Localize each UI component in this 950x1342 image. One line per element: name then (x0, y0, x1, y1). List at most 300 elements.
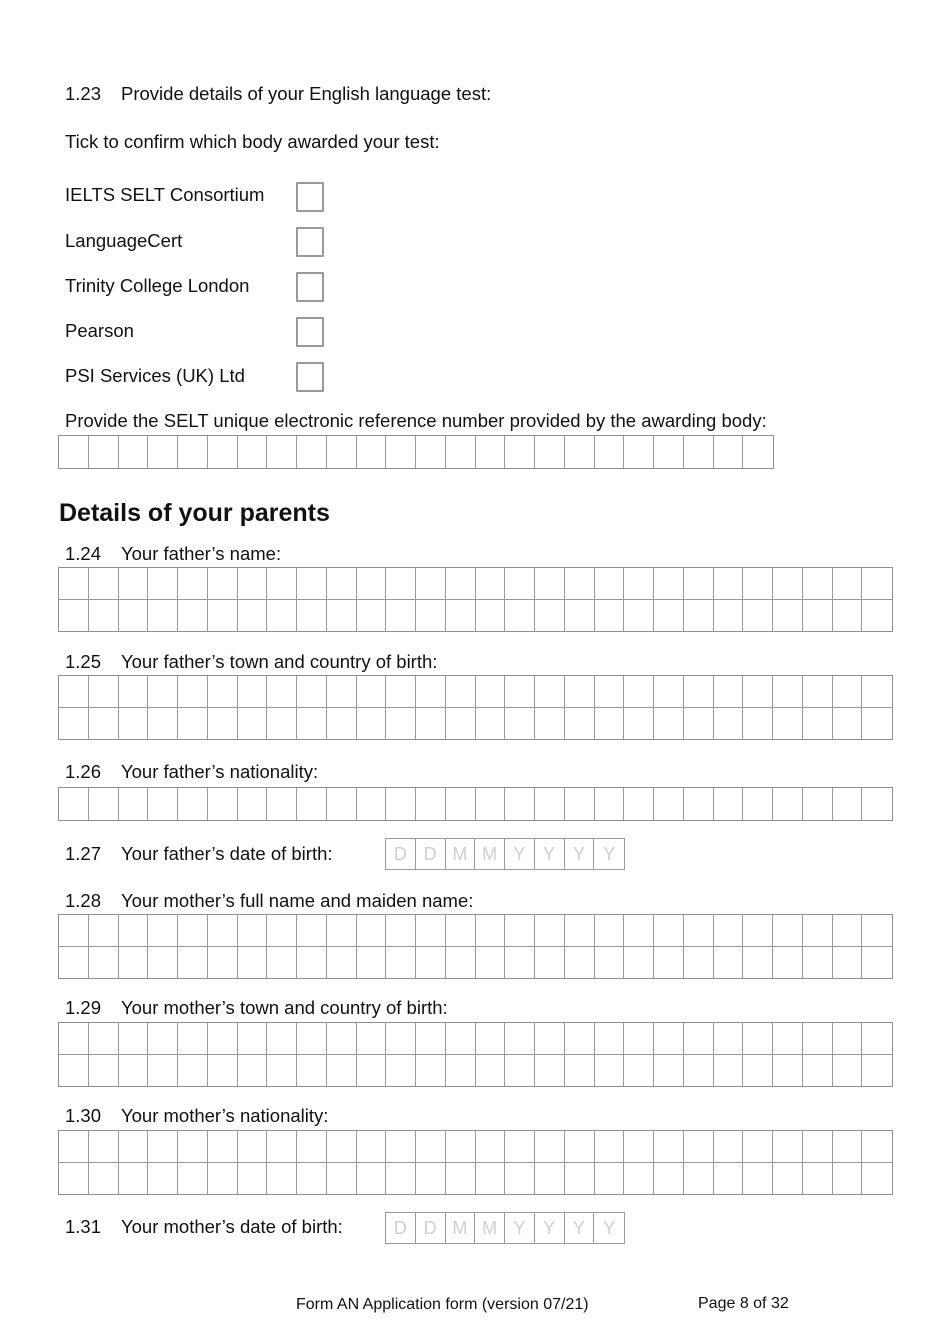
character-box[interactable] (476, 708, 506, 740)
character-box[interactable] (565, 947, 595, 979)
character-box[interactable] (773, 568, 803, 600)
date-digit-box[interactable]: M (475, 839, 505, 869)
character-box[interactable] (505, 788, 535, 820)
character-box[interactable] (654, 1055, 684, 1087)
character-box[interactable] (565, 436, 595, 468)
character-box[interactable] (119, 436, 149, 468)
character-box[interactable] (833, 1163, 863, 1195)
date-digit-box[interactable]: M (446, 839, 476, 869)
character-box[interactable] (862, 1131, 892, 1163)
character-box[interactable] (684, 676, 714, 708)
character-box[interactable] (119, 915, 149, 947)
character-box[interactable] (833, 1023, 863, 1055)
character-box[interactable] (862, 568, 892, 600)
character-box[interactable] (267, 676, 297, 708)
character-box[interactable] (714, 1023, 744, 1055)
character-box[interactable] (89, 1055, 119, 1087)
character-box[interactable] (208, 568, 238, 600)
character-box[interactable] (446, 1023, 476, 1055)
character-box[interactable] (565, 788, 595, 820)
character-box[interactable] (743, 436, 773, 468)
character-box[interactable] (595, 788, 625, 820)
character-box[interactable] (535, 1163, 565, 1195)
character-box[interactable] (357, 1163, 387, 1195)
character-box[interactable] (148, 676, 178, 708)
character-box[interactable] (624, 1163, 654, 1195)
date-digit-box[interactable]: Y (603, 843, 616, 864)
character-box[interactable] (476, 1055, 506, 1087)
date-digit-box[interactable]: D (386, 839, 416, 869)
character-box[interactable] (684, 708, 714, 740)
character-box[interactable] (297, 568, 327, 600)
character-box[interactable] (773, 1163, 803, 1195)
character-box[interactable] (624, 947, 654, 979)
character-box[interactable] (595, 600, 625, 632)
character-box[interactable] (684, 947, 714, 979)
character-box[interactable] (535, 436, 565, 468)
character-box[interactable] (386, 915, 416, 947)
character-box[interactable] (803, 708, 833, 740)
character-box[interactable] (327, 676, 357, 708)
character-box[interactable] (267, 947, 297, 979)
character-box[interactable] (386, 1055, 416, 1087)
character-box[interactable] (624, 1055, 654, 1087)
character-box[interactable] (327, 1055, 357, 1087)
character-box[interactable] (862, 788, 892, 820)
character-box[interactable] (267, 708, 297, 740)
character-box[interactable] (476, 436, 506, 468)
character-box[interactable] (297, 947, 327, 979)
character-box[interactable] (743, 947, 773, 979)
character-box[interactable] (297, 1163, 327, 1195)
character-box[interactable] (505, 568, 535, 600)
mother-birthplace-input[interactable] (58, 1022, 893, 1087)
character-box[interactable] (862, 600, 892, 632)
character-box[interactable] (416, 568, 446, 600)
character-box[interactable] (238, 436, 268, 468)
character-box[interactable] (833, 947, 863, 979)
character-box[interactable] (178, 915, 208, 947)
date-digit-box[interactable]: D (386, 1213, 416, 1243)
character-box[interactable] (357, 1023, 387, 1055)
character-box[interactable] (59, 600, 89, 632)
character-box[interactable] (416, 600, 446, 632)
character-box[interactable] (565, 915, 595, 947)
character-box[interactable] (743, 915, 773, 947)
character-box[interactable] (327, 1163, 357, 1195)
character-box[interactable] (119, 947, 149, 979)
character-box[interactable] (803, 788, 833, 820)
date-digit-box[interactable]: Y (505, 839, 535, 869)
character-box[interactable] (267, 1055, 297, 1087)
character-box[interactable] (803, 676, 833, 708)
character-box[interactable] (654, 1131, 684, 1163)
character-box[interactable] (654, 788, 684, 820)
character-box[interactable] (624, 788, 654, 820)
character-box[interactable] (862, 1055, 892, 1087)
character-box[interactable] (535, 676, 565, 708)
character-box[interactable] (714, 1055, 744, 1087)
character-box[interactable] (59, 676, 89, 708)
character-box[interactable] (357, 947, 387, 979)
father-name-input[interactable] (58, 567, 893, 632)
mother-name-input[interactable] (58, 914, 893, 979)
character-box[interactable] (565, 676, 595, 708)
character-box[interactable] (803, 1055, 833, 1087)
character-box[interactable] (476, 600, 506, 632)
character-box[interactable] (267, 1163, 297, 1195)
character-box[interactable] (89, 1163, 119, 1195)
date-digit-box[interactable]: M (475, 1213, 505, 1243)
character-box[interactable] (327, 915, 357, 947)
character-box[interactable] (773, 1023, 803, 1055)
character-box[interactable] (148, 1055, 178, 1087)
character-box[interactable] (684, 568, 714, 600)
character-box[interactable] (327, 947, 357, 979)
character-box[interactable] (416, 1023, 446, 1055)
character-box[interactable] (595, 947, 625, 979)
character-box[interactable] (446, 947, 476, 979)
character-box[interactable] (148, 436, 178, 468)
character-box[interactable] (297, 1131, 327, 1163)
character-box[interactable] (684, 1163, 714, 1195)
character-box[interactable] (595, 915, 625, 947)
character-box[interactable] (119, 1131, 149, 1163)
character-box[interactable] (267, 1023, 297, 1055)
character-box[interactable] (208, 947, 238, 979)
character-box[interactable] (624, 1131, 654, 1163)
character-box[interactable] (476, 1131, 506, 1163)
character-box[interactable] (416, 1131, 446, 1163)
character-box[interactable] (684, 915, 714, 947)
character-box[interactable] (743, 1055, 773, 1087)
character-box[interactable] (654, 1163, 684, 1195)
character-box[interactable] (803, 1131, 833, 1163)
character-box[interactable] (714, 436, 744, 468)
character-box[interactable] (476, 1023, 506, 1055)
character-box[interactable] (59, 788, 89, 820)
character-box[interactable] (535, 708, 565, 740)
character-box[interactable] (178, 676, 208, 708)
character-box[interactable] (535, 568, 565, 600)
character-box[interactable] (535, 915, 565, 947)
character-box[interactable] (714, 1131, 744, 1163)
character-box[interactable] (535, 947, 565, 979)
character-box[interactable] (89, 788, 119, 820)
character-box[interactable] (148, 1163, 178, 1195)
character-box[interactable] (595, 436, 625, 468)
character-box[interactable] (505, 915, 535, 947)
character-box[interactable] (119, 600, 149, 632)
mother-dob-input[interactable] (385, 1212, 625, 1244)
character-box[interactable] (862, 1163, 892, 1195)
character-box[interactable] (297, 788, 327, 820)
character-box[interactable] (148, 568, 178, 600)
character-box[interactable] (178, 1055, 208, 1087)
character-box[interactable] (446, 1055, 476, 1087)
character-box[interactable] (803, 1163, 833, 1195)
character-box[interactable] (684, 600, 714, 632)
character-box[interactable] (624, 676, 654, 708)
character-box[interactable] (148, 708, 178, 740)
character-box[interactable] (535, 1131, 565, 1163)
character-box[interactable] (208, 436, 238, 468)
character-box[interactable] (119, 788, 149, 820)
character-box[interactable] (386, 788, 416, 820)
character-box[interactable] (714, 915, 744, 947)
character-box[interactable] (833, 600, 863, 632)
character-box[interactable] (386, 568, 416, 600)
character-box[interactable] (684, 1131, 714, 1163)
character-box[interactable] (416, 1055, 446, 1087)
character-box[interactable] (446, 1131, 476, 1163)
character-box[interactable] (178, 788, 208, 820)
character-box[interactable] (862, 1023, 892, 1055)
date-digit-box[interactable]: Y (535, 1213, 565, 1243)
character-box[interactable] (267, 600, 297, 632)
character-box[interactable] (654, 1023, 684, 1055)
character-box[interactable] (416, 788, 446, 820)
character-box[interactable] (565, 1131, 595, 1163)
character-box[interactable] (743, 1163, 773, 1195)
character-box[interactable] (684, 1023, 714, 1055)
character-box[interactable] (446, 788, 476, 820)
character-box[interactable] (624, 915, 654, 947)
character-box[interactable] (803, 915, 833, 947)
character-box[interactable] (59, 1163, 89, 1195)
character-box[interactable] (386, 1131, 416, 1163)
character-box[interactable] (238, 1055, 268, 1087)
character-box[interactable] (416, 915, 446, 947)
character-box[interactable] (505, 1131, 535, 1163)
character-box[interactable] (416, 1163, 446, 1195)
character-box[interactable] (297, 600, 327, 632)
character-box[interactable] (714, 1163, 744, 1195)
character-box[interactable] (238, 568, 268, 600)
character-box[interactable] (386, 436, 416, 468)
character-box[interactable] (833, 676, 863, 708)
character-box[interactable] (208, 1055, 238, 1087)
character-box[interactable] (743, 600, 773, 632)
character-box[interactable] (624, 436, 654, 468)
character-box[interactable] (773, 915, 803, 947)
character-box[interactable] (714, 568, 744, 600)
character-box[interactable] (773, 1131, 803, 1163)
character-box[interactable] (624, 600, 654, 632)
character-box[interactable] (238, 947, 268, 979)
selt-reference-input[interactable] (58, 435, 774, 469)
character-box[interactable] (714, 708, 744, 740)
character-box[interactable] (803, 600, 833, 632)
character-box[interactable] (297, 1055, 327, 1087)
character-box[interactable] (148, 947, 178, 979)
character-box[interactable] (565, 600, 595, 632)
character-box[interactable] (327, 600, 357, 632)
character-box[interactable] (178, 708, 208, 740)
character-box[interactable] (327, 436, 357, 468)
character-box[interactable] (684, 788, 714, 820)
character-box[interactable] (446, 436, 476, 468)
character-box[interactable] (357, 600, 387, 632)
character-box[interactable] (535, 788, 565, 820)
character-box[interactable] (238, 1131, 268, 1163)
character-box[interactable] (357, 788, 387, 820)
character-box[interactable] (59, 1055, 89, 1087)
character-box[interactable] (297, 915, 327, 947)
character-box[interactable] (178, 1023, 208, 1055)
character-box[interactable] (833, 1131, 863, 1163)
character-box[interactable] (595, 1131, 625, 1163)
character-box[interactable] (446, 568, 476, 600)
character-box[interactable] (59, 436, 89, 468)
character-box[interactable] (565, 1163, 595, 1195)
date-digit-box[interactable]: D (416, 1213, 446, 1243)
date-digit-box[interactable]: Y (505, 1213, 535, 1243)
character-box[interactable] (238, 915, 268, 947)
character-box[interactable] (267, 568, 297, 600)
character-box[interactable] (595, 1023, 625, 1055)
date-digit-box[interactable]: Y (565, 1213, 595, 1243)
character-box[interactable] (714, 600, 744, 632)
character-box[interactable] (386, 708, 416, 740)
ielts-checkbox[interactable] (296, 182, 324, 212)
character-box[interactable] (654, 600, 684, 632)
character-box[interactable] (476, 568, 506, 600)
character-box[interactable] (446, 1163, 476, 1195)
character-box[interactable] (386, 1163, 416, 1195)
character-box[interactable] (357, 676, 387, 708)
character-box[interactable] (833, 1055, 863, 1087)
character-box[interactable] (327, 1131, 357, 1163)
character-box[interactable] (505, 1163, 535, 1195)
father-nationality-input[interactable] (58, 787, 893, 821)
character-box[interactable] (743, 568, 773, 600)
character-box[interactable] (773, 947, 803, 979)
character-box[interactable] (208, 708, 238, 740)
character-box[interactable] (89, 676, 119, 708)
character-box[interactable] (238, 1163, 268, 1195)
father-dob-input[interactable] (385, 838, 625, 870)
character-box[interactable] (59, 708, 89, 740)
character-box[interactable] (89, 1131, 119, 1163)
character-box[interactable] (862, 947, 892, 979)
character-box[interactable] (208, 1131, 238, 1163)
character-box[interactable] (357, 708, 387, 740)
character-box[interactable] (505, 436, 535, 468)
character-box[interactable] (654, 676, 684, 708)
character-box[interactable] (595, 568, 625, 600)
character-box[interactable] (743, 676, 773, 708)
character-box[interactable] (446, 915, 476, 947)
character-box[interactable] (684, 1055, 714, 1087)
character-box[interactable] (267, 915, 297, 947)
character-box[interactable] (476, 915, 506, 947)
character-box[interactable] (773, 788, 803, 820)
character-box[interactable] (119, 708, 149, 740)
character-box[interactable] (446, 708, 476, 740)
character-box[interactable] (624, 1023, 654, 1055)
character-box[interactable] (119, 676, 149, 708)
character-box[interactable] (238, 788, 268, 820)
character-box[interactable] (386, 600, 416, 632)
character-box[interactable] (535, 600, 565, 632)
character-box[interactable] (208, 1023, 238, 1055)
character-box[interactable] (89, 708, 119, 740)
character-box[interactable] (357, 915, 387, 947)
character-box[interactable] (208, 788, 238, 820)
character-box[interactable] (773, 676, 803, 708)
character-box[interactable] (327, 788, 357, 820)
character-box[interactable] (565, 568, 595, 600)
character-box[interactable] (773, 1055, 803, 1087)
character-box[interactable] (89, 947, 119, 979)
character-box[interactable] (89, 915, 119, 947)
character-box[interactable] (654, 947, 684, 979)
character-box[interactable] (803, 1023, 833, 1055)
character-box[interactable] (59, 1023, 89, 1055)
character-box[interactable] (654, 915, 684, 947)
character-box[interactable] (208, 1163, 238, 1195)
character-box[interactable] (59, 568, 89, 600)
character-box[interactable] (595, 708, 625, 740)
character-box[interactable] (238, 708, 268, 740)
character-box[interactable] (505, 1023, 535, 1055)
character-box[interactable] (357, 1055, 387, 1087)
character-box[interactable] (714, 947, 744, 979)
character-box[interactable] (833, 568, 863, 600)
character-box[interactable] (803, 947, 833, 979)
character-box[interactable] (238, 676, 268, 708)
character-box[interactable] (148, 788, 178, 820)
character-box[interactable] (803, 568, 833, 600)
character-box[interactable] (505, 708, 535, 740)
character-box[interactable] (833, 788, 863, 820)
character-box[interactable] (89, 436, 119, 468)
character-box[interactable] (654, 436, 684, 468)
trinity-checkbox[interactable] (296, 272, 324, 302)
date-digit-box[interactable]: D (416, 839, 446, 869)
character-box[interactable] (267, 788, 297, 820)
character-box[interactable] (178, 436, 208, 468)
character-box[interactable] (89, 600, 119, 632)
character-box[interactable] (446, 676, 476, 708)
character-box[interactable] (565, 1023, 595, 1055)
character-box[interactable] (148, 915, 178, 947)
character-box[interactable] (178, 568, 208, 600)
character-box[interactable] (89, 1023, 119, 1055)
character-box[interactable] (327, 708, 357, 740)
character-box[interactable] (297, 1023, 327, 1055)
character-box[interactable] (862, 676, 892, 708)
character-box[interactable] (208, 915, 238, 947)
character-box[interactable] (595, 1055, 625, 1087)
character-box[interactable] (624, 708, 654, 740)
character-box[interactable] (595, 676, 625, 708)
character-box[interactable] (119, 568, 149, 600)
character-box[interactable] (119, 1163, 149, 1195)
character-box[interactable] (416, 708, 446, 740)
character-box[interactable] (505, 1055, 535, 1087)
date-digit-box[interactable]: Y (565, 839, 595, 869)
character-box[interactable] (357, 436, 387, 468)
character-box[interactable] (565, 708, 595, 740)
character-box[interactable] (654, 708, 684, 740)
character-box[interactable] (59, 947, 89, 979)
character-box[interactable] (416, 676, 446, 708)
character-box[interactable] (238, 600, 268, 632)
character-box[interactable] (476, 1163, 506, 1195)
character-box[interactable] (386, 947, 416, 979)
